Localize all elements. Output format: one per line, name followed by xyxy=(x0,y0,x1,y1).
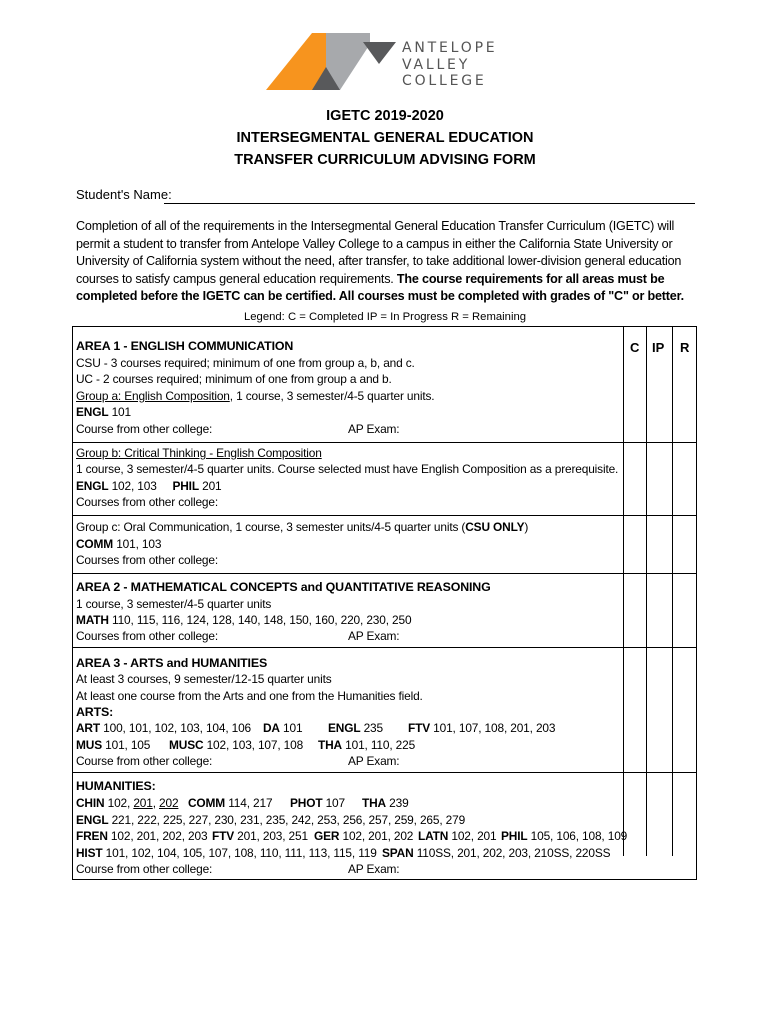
hist-dept: HIST xyxy=(76,846,103,860)
group-b-phil-courses: 201 xyxy=(198,479,222,493)
area-1-uc: UC - 2 courses required; minimum of one from group a and b. xyxy=(76,372,392,386)
area-3-units: At least 3 courses, 9 semester/12-15 quarter units xyxy=(76,672,332,686)
group-b-engl: ENGL xyxy=(76,479,109,493)
art-dept: ART xyxy=(76,721,100,735)
humanities-row-3 xyxy=(76,829,207,843)
humanities-label: HUMANITIES: xyxy=(76,779,156,793)
column-divider-c xyxy=(623,327,624,856)
hum-comm-courses: 114, 217 xyxy=(225,796,273,810)
logo-orange-triangle xyxy=(266,33,326,90)
comm-courses: 101, 103 xyxy=(113,537,162,551)
group-b-other-colleges: Courses from other college: xyxy=(76,495,219,509)
group-b-phil: PHIL xyxy=(172,479,199,493)
humanities-other-college: Course from other college: xyxy=(76,862,213,876)
ftv-dept: FTV xyxy=(408,721,431,735)
hum-tha-dept: THA xyxy=(362,796,386,810)
hum-ftv-courses: 201, 203, 251 xyxy=(234,829,308,843)
phot-dept: PHOT xyxy=(290,796,323,810)
logo-line-3: COLLEGE xyxy=(402,73,487,89)
area-1-csu: CSU - 3 courses required; minimum of one from group a, b, and c. xyxy=(76,356,415,370)
arts-row-1 xyxy=(76,721,251,735)
fren-dept: FREN xyxy=(76,829,108,843)
arts-row-2 xyxy=(76,738,150,752)
group-a-label: Group a: English Composition xyxy=(76,389,230,403)
humanities-row-4 xyxy=(76,846,377,860)
group-c-close: ) xyxy=(524,520,529,534)
ger-courses: 102, 201, 202 xyxy=(339,829,414,843)
group-c-csu-only: CSU ONLY xyxy=(465,520,525,534)
area-2-title: AREA 2 - MATHEMATICAL CONCEPTS and QUANTITATIVE REASONING xyxy=(76,580,491,594)
da-dept: DA xyxy=(263,721,280,735)
area-1-ap-exam: AP Exam: xyxy=(348,422,400,436)
hum-engl-courses: 221, 222, 225, 227, 230, 231, 235, 242, 253, 256, 257, 259, 265, 279 xyxy=(108,813,466,827)
form-title-line-3: TRANSFER CURRICULUM ADVISING FORM xyxy=(234,152,536,168)
group-c-other-colleges: Courses from other college: xyxy=(76,553,219,567)
area-2-units: 1 course, 3 semester/4-5 quarter units xyxy=(76,597,272,611)
column-header-ip: IP xyxy=(652,340,665,355)
group-c-text: Group c: Oral Communication, 1 course, 3 semester units/4-5 quarter units ( xyxy=(76,520,466,534)
divider-area-3 xyxy=(72,647,697,648)
engl-courses: 101 xyxy=(108,405,131,419)
hum-tha-courses: 239 xyxy=(386,796,409,810)
chin-201: 201 xyxy=(133,796,153,810)
humanities-row-1 xyxy=(76,796,178,810)
hum-ftv-dept: FTV xyxy=(212,829,235,843)
area-1-title: AREA 1 - ENGLISH COMMUNICATION xyxy=(76,339,294,353)
span-dept: SPAN xyxy=(382,846,414,860)
tha-dept: THA xyxy=(318,738,342,752)
group-b-courses xyxy=(76,479,222,493)
ftv-courses: 101, 107, 108, 201, 203 xyxy=(430,721,556,735)
musc-dept: MUSC xyxy=(169,738,204,752)
art-courses: 100, 101, 102, 103, 104, 106 xyxy=(100,721,252,735)
logo-wordmark xyxy=(402,40,497,90)
arts-engl-courses: 235 xyxy=(360,721,383,735)
hum-comm-dept: COMM xyxy=(188,796,226,810)
latn-dept: LATN xyxy=(418,829,449,843)
math-courses: 110, 115, 116, 124, 128, 140, 148, 150, 160, 220, 230, 250 xyxy=(108,613,412,627)
student-name-field[interactable] xyxy=(164,203,695,204)
phot-courses: 107 xyxy=(322,796,345,810)
arts-label: ARTS: xyxy=(76,705,114,719)
span-courses: 110SS, 201, 202, 203, 210SS, 220SS xyxy=(413,846,611,860)
area-3-ap-exam: AP Exam: xyxy=(348,754,400,768)
intro-bold-text: The course requirements for all areas must be completed before the IGETC can be certified. All courses must be completed with grades of "C" or better. xyxy=(76,271,684,303)
area-2-other-colleges: Courses from other college: xyxy=(76,629,219,643)
form-title-year: IGETC 2019-2020 xyxy=(326,108,444,124)
arts-engl-dept: ENGL xyxy=(328,721,361,735)
hum-phil-dept: PHIL xyxy=(501,829,528,843)
area-2-courses xyxy=(76,613,411,627)
column-divider-r xyxy=(672,327,673,856)
hum-engl-dept: ENGL xyxy=(76,813,109,827)
divider-humanities xyxy=(73,772,696,773)
student-name-label: Student's Name: xyxy=(76,187,172,202)
column-divider-ip xyxy=(646,327,647,856)
logo-line-1: ANTELOPE xyxy=(402,40,498,56)
intro-paragraph xyxy=(76,218,698,306)
hist-courses: 101, 102, 104, 105, 107, 108, 110, 111, 113, 115, 119 xyxy=(102,846,377,860)
math-dept: MATH xyxy=(76,613,109,627)
mus-dept: MUS xyxy=(76,738,102,752)
engl-dept: ENGL xyxy=(76,405,109,419)
group-a-text: , 1 course, 3 semester/4-5 quarter units. xyxy=(229,389,435,403)
latn-courses: 102, 201 xyxy=(448,829,497,843)
musc-courses: 102, 103, 107, 108 xyxy=(203,738,304,752)
area-3-title: AREA 3 - ARTS and HUMANITIES xyxy=(76,656,268,670)
humanities-row-2 xyxy=(76,813,465,827)
chin-courses: 102, xyxy=(104,796,134,810)
intro-text: Completion of all of the requirements in the Intersegmental General Education Transfer Curriculum (IGETC) will permit a student to transfer from Antelope Valley College to a campus in either the California State University or University of California system without the need, after transfer, to take additional lower-division general education courses to satisfy campus general education requirements. xyxy=(76,219,682,286)
area-1-group-a-courses xyxy=(76,405,131,419)
chin-202: 202 xyxy=(159,796,179,810)
divider-group-b xyxy=(73,442,696,443)
column-header-c: C xyxy=(630,340,640,355)
group-b-engl-courses: 102, 103 xyxy=(108,479,157,493)
logo-line-2: VALLEY xyxy=(402,56,471,73)
form-title-line-2: INTERSEGMENTAL GENERAL EDUCATION xyxy=(236,130,534,146)
group-b-label: Group b: Critical Thinking - English Composition xyxy=(76,446,322,460)
fren-courses: 102, 201, 202, 203 xyxy=(107,829,208,843)
area-2-ap-exam: AP Exam: xyxy=(348,629,400,643)
da-courses: 101 xyxy=(279,721,303,735)
logo-dark-triangle-right xyxy=(363,42,396,64)
area-3-other-college: Course from other college: xyxy=(76,754,213,768)
group-c-courses xyxy=(76,537,161,551)
humanities-ap-exam: AP Exam: xyxy=(348,862,400,876)
column-header-r: R xyxy=(680,340,690,355)
area-1-other-college: Course from other college: xyxy=(76,422,213,436)
group-b-text: 1 course, 3 semester/4-5 quarter units. Course selected must have English Composition as a prerequisite. xyxy=(76,462,619,476)
ger-dept: GER xyxy=(314,829,340,843)
group-c-line xyxy=(76,520,528,534)
hum-phil-courses: 105, 106, 108, 109 xyxy=(527,829,628,843)
area-3-note: At least one course from the Arts and one from the Humanities field. xyxy=(76,689,423,703)
tha-courses: 101, 110, 225 xyxy=(342,738,416,752)
divider-group-c xyxy=(73,515,696,516)
divider-area-2 xyxy=(72,573,697,574)
chin-dept: CHIN xyxy=(76,796,105,810)
area-1-group-a xyxy=(76,389,434,403)
legend: Legend: C = Completed IP = In Progress R = Remaining xyxy=(243,311,527,323)
comm-dept: COMM xyxy=(76,537,114,551)
chin-sep: , xyxy=(152,796,160,810)
mus-courses: 101, 105 xyxy=(101,738,151,752)
